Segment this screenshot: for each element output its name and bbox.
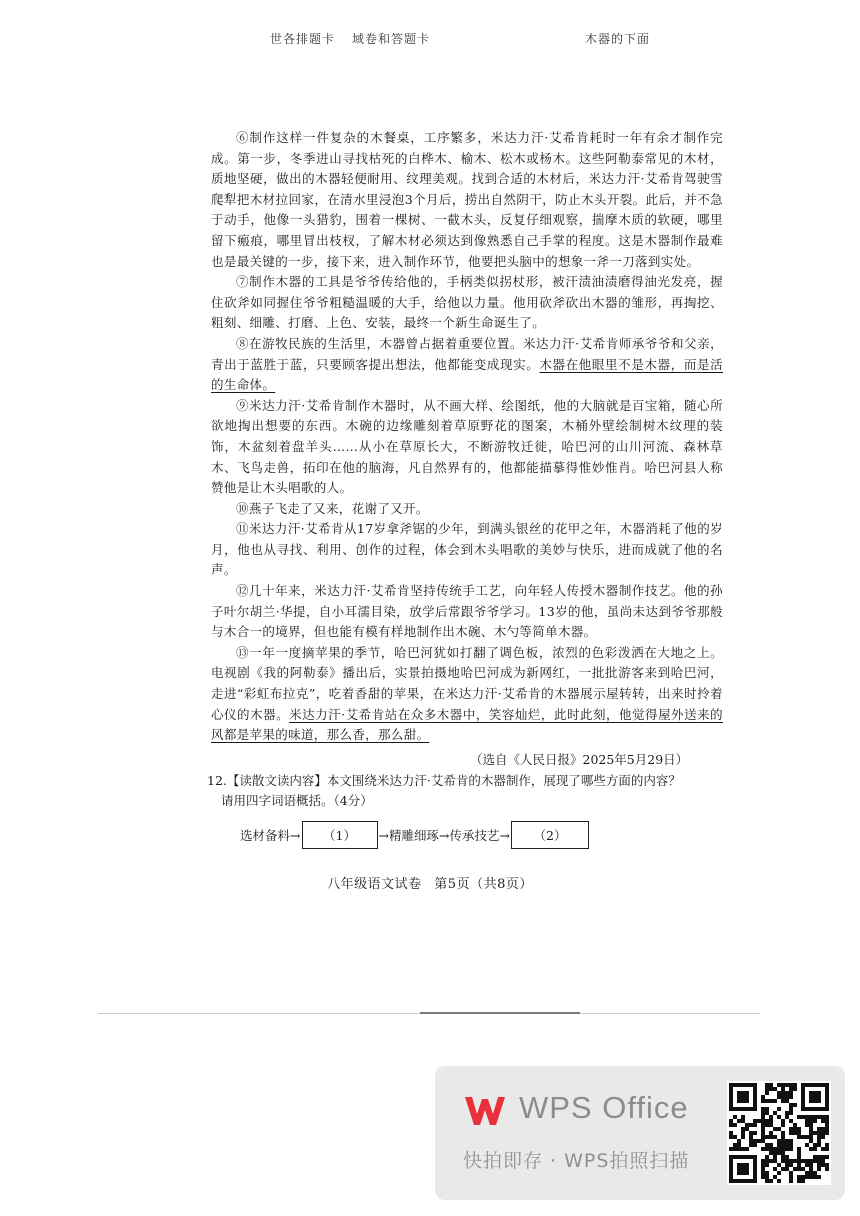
flow-step-passing-on: 传承技艺 <box>449 828 500 843</box>
header-fragment-left: 世各排题卡 <box>270 32 336 46</box>
footer-page-number: 第5页（共8页） <box>434 877 533 892</box>
arrow-icon: → <box>378 827 389 843</box>
arrow-icon: → <box>439 827 450 843</box>
question-instruction: 请用四字词语概括。（4分） <box>221 793 373 808</box>
wps-slogan: 快拍即存 · WPS拍照扫描 <box>463 1150 690 1172</box>
wps-brand-text: WPS Office <box>519 1090 689 1125</box>
arrow-icon: → <box>499 827 510 843</box>
page-footer <box>0 873 860 892</box>
footer-exam-name: 八年级语文试卷 <box>327 877 422 892</box>
paragraph-13-text: ⑬一年一度摘苹果的季节，哈巴河犹如打翻了调色板，浓烈的色彩泼洒在大地之上。电视剧《我的阿勒泰》播出后，实景拍摄地哈巴河成为新网红，一批批游客来到哈巴河，走进“彩虹布拉克”，吃着香甜的苹果，在米达力汗·艾希肯的木器展示屋转转，出来时拎着心仪的木器。 <box>211 644 723 722</box>
paragraph-8-text: ⑧在游牧民族的生活里，木器曾占据着重要位置。米达力汗·艾希肯师承爷爷和父亲，青出于蓝胜于蓝，只要顾客提出想法，他都能变成现实。 <box>211 335 723 372</box>
paragraph-9: ⑨米达力汗·艾希肯制作木器时，从不画大样、绘图纸，他的大脑就是百宝箱，随心所欲地掏出想要的东西。木碗的边缘雕刻着草原野花的图案，木桶外壁绘制树木纹理的装饰，木盆刻着盘羊头……从小在草原长大，不断游牧迁徙，哈巴河的山川河流、森林草木、飞鸟走兽，拓印在他的脑海，凡自然界有的，他都能描摹得惟妙惟肖。哈巴河县人称赞他是让木头唱歌的人。 <box>211 397 723 496</box>
scan-edge-shadow <box>420 1012 580 1014</box>
paragraph-12: ⑫几十年来，米达力汗·艾希肯坚持传统手工艺，向年轻人传授木器制作技艺。他的孙子叶尔胡兰·华提，自小耳濡目染，放学后常跟爷爷学习。13岁的他，虽尚未达到爷爷那般与木合一的境界，但也能有模有样地制作出木碗、木勺等简单木器。 <box>211 583 723 640</box>
paragraph-13 <box>211 643 723 746</box>
question-12 <box>207 771 727 811</box>
header-fragment-right: 木器的下面 <box>585 32 651 46</box>
qr-code-icon <box>727 1081 831 1185</box>
paragraph-13-underlined: 米达力汗·艾希肯站在众多木器中，笑容灿烂，此时此刻，他觉得屋外送来的风都是苹果的味道，那么香，那么甜。 <box>211 706 723 743</box>
flow-diagram <box>240 820 590 850</box>
article-source: （选自《人民日报》2025年5月29日） <box>470 752 689 767</box>
wps-watermark <box>435 1066 845 1200</box>
wps-logo-icon <box>463 1094 507 1128</box>
flow-blank-2[interactable]: （2） <box>511 821 589 849</box>
flow-step-select-materials: 选材备料 <box>240 828 291 843</box>
paragraph-8-underlined: 木器在他眼里不是木器，而是活的生命体。 <box>211 356 723 393</box>
flow-step-carving: 精雕细琢 <box>388 828 439 843</box>
paragraph-7: ⑦制作木器的工具是爷爷传给他的，手柄类似拐杖形，被汗渍油渍磨得油光发亮，握住砍斧如同握住爷爷粗糙温暖的大手，给他以力量。他用砍斧砍出木器的雏形，再掏挖、粗刻、细雕、打磨、上色、安装，最终一个新生命诞生了。 <box>211 274 723 331</box>
paragraph-6: ⑥制作这样一件复杂的木餐桌，工序繁多，米达力汗·艾希肯耗时一年有余才制作完成。第一步，冬季进山寻找枯死的白桦木、榆木、松木或杨木。这些阿勒泰常见的木材，质地坚硬，做出的木器轻便耐用、纹理美观。找到合适的木材后，米达力汗·艾希肯驾驶雪爬犁把木材拉回家，在清水里浸泡3个月后，捞出自然阴干，防止木头开裂。此后，并不急于动手，他像一头猎豹，围着一棵树、一截木头，反复仔细观察，揣摩木质的软硬，哪里留下瘢痕，哪里冒出枝杈，了解木材必须达到像熟悉自己手掌的程度。这是木器制作最难也是最关键的一步，接下来，进入制作环节，他要把头脑中的想象一斧一刀落到实处。 <box>211 130 723 269</box>
header-fragment-middle: 域卷和答题卡 <box>352 32 431 46</box>
paragraph-11: ⑪米达力汗·艾希肯从17岁拿斧锯的少年，到满头银丝的花甲之年，木器消耗了他的岁月，他也从寻找、利用、创作的过程，体会到木头唱歌的美妙与快乐，进而成就了他的名声。 <box>211 521 723 578</box>
arrow-icon: → <box>290 827 301 843</box>
paragraph-10: ⑩燕子飞走了又来，花谢了又开。 <box>236 500 429 516</box>
flow-blank-1[interactable]: （1） <box>302 821 378 849</box>
paragraph-8 <box>211 334 723 396</box>
article-body <box>211 128 723 746</box>
question-title: 12.【读散文读内容】本文围绕米达力汗·艾希肯的木器制作，展现了哪些方面的内容？ <box>207 773 681 788</box>
